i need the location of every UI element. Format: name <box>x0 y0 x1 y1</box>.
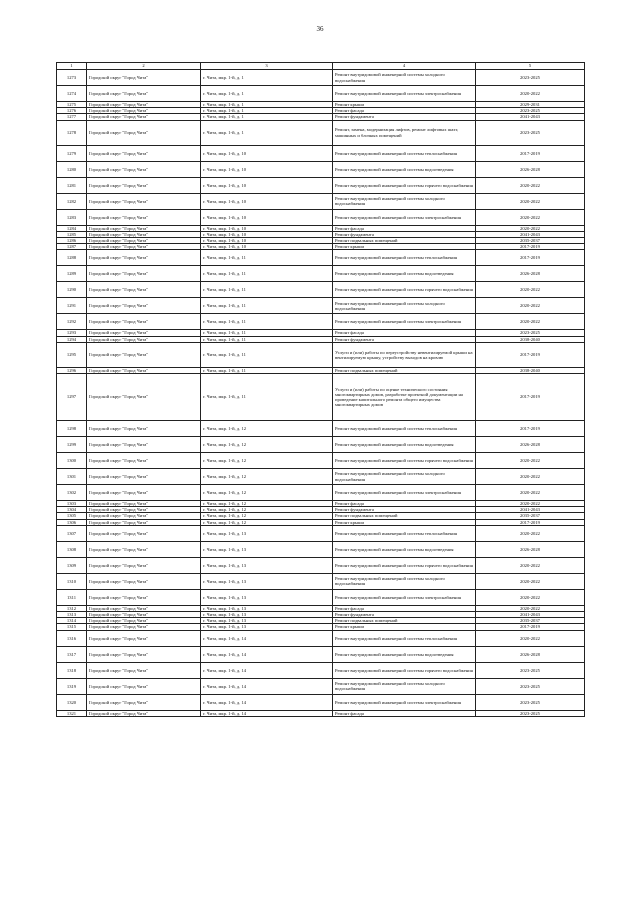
cell-municipality: Городской округ "Город Чита" <box>87 108 201 114</box>
cell-municipality: Городской округ "Город Чита" <box>87 453 201 469</box>
cell-municipality: Городской округ "Город Чита" <box>87 225 201 231</box>
cell-number: 1294 <box>57 336 87 342</box>
cell-work-type: Ремонт внутридомовой инженерной системы водоотведения <box>333 437 476 453</box>
table-row <box>57 630 585 646</box>
cell-work-type: Ремонт внутридомовой инженерной системы теплоснабжения <box>333 250 476 266</box>
cell-address: г. Чита, мкр. 1-й, д. 1 <box>201 108 333 114</box>
cell-municipality: Городской округ "Город Чита" <box>87 250 201 266</box>
cell-number: 1278 <box>57 120 87 145</box>
cell-address: г. Чита, мкр. 1-й, д. 11 <box>201 336 333 342</box>
cell-address: г. Чита, мкр. 1-й, д. 14 <box>201 710 333 716</box>
cell-work-type: Ремонт фундамента <box>333 507 476 513</box>
table-row <box>57 421 585 437</box>
cell-number: 1280 <box>57 161 87 177</box>
cell-address: г. Чита, мкр. 1-й, д. 12 <box>201 469 333 485</box>
table-header-row <box>57 63 585 70</box>
cell-address: г. Чита, мкр. 1-й, д. 12 <box>201 507 333 513</box>
cell-period: 2017-2019 <box>476 421 585 437</box>
cell-municipality: Городской округ "Город Чита" <box>87 282 201 298</box>
cell-work-type: Ремонт внутридомовой инженерной системы водоотведения <box>333 161 476 177</box>
cell-address: г. Чита, мкр. 1-й, д. 11 <box>201 282 333 298</box>
cell-municipality: Городской округ "Город Чита" <box>87 694 201 710</box>
cell-address: г. Чита, мкр. 1-й, д. 13 <box>201 605 333 611</box>
cell-period: 2023-2025 <box>476 694 585 710</box>
cell-address: г. Чита, мкр. 1-й, д. 11 <box>201 342 333 367</box>
column-header-municipality: 2 <box>87 63 201 70</box>
cell-number: 1291 <box>57 298 87 314</box>
cell-work-type: Ремонт крыши <box>333 102 476 108</box>
cell-address: г. Чита, мкр. 1-й, д. 10 <box>201 209 333 225</box>
cell-period: 2038-2040 <box>476 367 585 373</box>
cell-address: г. Чита, мкр. 1-й, д. 10 <box>201 231 333 237</box>
cell-municipality: Городской округ "Город Чита" <box>87 145 201 161</box>
cell-address: г. Чита, мкр. 1-й, д. 12 <box>201 501 333 507</box>
cell-work-type: Ремонт подвальных помещений <box>333 238 476 244</box>
cell-period: 2041-2043 <box>476 612 585 618</box>
cell-work-type: Ремонт внутридомовой инженерной системы холодного водоснабжения <box>333 678 476 694</box>
cell-municipality: Городской округ "Город Чита" <box>87 314 201 330</box>
cell-work-type: Ремонт фасада <box>333 710 476 716</box>
cell-address: г. Чита, мкр. 1-й, д. 14 <box>201 630 333 646</box>
cell-work-type: Ремонт внутридомовой инженерной системы горячего водоснабжения <box>333 177 476 193</box>
cell-period: 2041-2043 <box>476 507 585 513</box>
cell-municipality: Городской округ "Город Чита" <box>87 710 201 716</box>
cell-work-type: Ремонт фасада <box>333 225 476 231</box>
cell-address: г. Чита, мкр. 1-й, д. 10 <box>201 145 333 161</box>
cell-municipality: Городской округ "Город Чита" <box>87 662 201 678</box>
cell-municipality: Городской округ "Город Чита" <box>87 573 201 589</box>
cell-work-type: Ремонт фасада <box>333 605 476 611</box>
cell-work-type: Ремонт фасада <box>333 501 476 507</box>
cell-address: г. Чита, мкр. 1-й, д. 14 <box>201 678 333 694</box>
cell-period: 2023-2025 <box>476 108 585 114</box>
table-row <box>57 662 585 678</box>
cell-municipality: Городской округ "Город Чита" <box>87 298 201 314</box>
cell-municipality: Городской округ "Город Чита" <box>87 624 201 630</box>
cell-municipality: Городской округ "Город Чита" <box>87 266 201 282</box>
cell-address: г. Чита, мкр. 1-й, д. 13 <box>201 573 333 589</box>
cell-work-type: Ремонт внутридомовой инженерной системы горячего водоснабжения <box>333 282 476 298</box>
cell-number: 1284 <box>57 225 87 231</box>
column-header-address: 3 <box>201 63 333 70</box>
cell-municipality: Городской округ "Город Чита" <box>87 421 201 437</box>
cell-work-type: Услуги и (или) работы по оценке технического состояния многоквартирных домов, разработке проектной документации на проведение капитального ремонта общего имущества многоквартирных домов <box>333 374 476 421</box>
cell-period: 2023-2025 <box>476 662 585 678</box>
cell-period: 2020-2022 <box>476 282 585 298</box>
cell-number: 1279 <box>57 145 87 161</box>
cell-address: г. Чита, мкр. 1-й, д. 10 <box>201 177 333 193</box>
cell-address: г. Чита, мкр. 1-й, д. 1 <box>201 102 333 108</box>
cell-period: 2020-2022 <box>476 525 585 541</box>
cell-period: 2029-2031 <box>476 102 585 108</box>
cell-period: 2020-2022 <box>476 605 585 611</box>
table-row <box>57 694 585 710</box>
cell-address: г. Чита, мкр. 1-й, д. 11 <box>201 330 333 336</box>
page-number: 36 <box>316 25 324 33</box>
cell-municipality: Городской округ "Город Чита" <box>87 102 201 108</box>
cell-number: 1312 <box>57 605 87 611</box>
cell-municipality: Городской округ "Город Чита" <box>87 336 201 342</box>
cell-period: 2026-2028 <box>476 161 585 177</box>
cell-work-type: Услуги и (или) работы по переустройству невентилируемой крыши на вентилируемую крышу, устройству выходов на кровлю <box>333 342 476 367</box>
cell-period: 2020-2022 <box>476 225 585 231</box>
table-row <box>57 541 585 557</box>
table-row <box>57 678 585 694</box>
cell-municipality: Городской округ "Город Чита" <box>87 437 201 453</box>
cell-municipality: Городской округ "Город Чита" <box>87 86 201 102</box>
cell-work-type: Ремонт внутридомовой инженерной системы теплоснабжения <box>333 421 476 437</box>
cell-number: 1304 <box>57 507 87 513</box>
cell-number: 1282 <box>57 193 87 209</box>
cell-number: 1293 <box>57 330 87 336</box>
cell-number: 1277 <box>57 114 87 120</box>
cell-period: 2023-2025 <box>476 678 585 694</box>
table-row <box>57 573 585 589</box>
cell-period: 2035-2037 <box>476 238 585 244</box>
cell-address: г. Чита, мкр. 1-й, д. 11 <box>201 266 333 282</box>
column-header-period: 5 <box>476 63 585 70</box>
cell-municipality: Городской округ "Город Чита" <box>87 330 201 336</box>
cell-address: г. Чита, мкр. 1-й, д. 10 <box>201 244 333 250</box>
cell-work-type: Ремонт внутридомовой инженерной системы водоотведения <box>333 646 476 662</box>
cell-number: 1314 <box>57 618 87 624</box>
cell-period: 2035-2037 <box>476 618 585 624</box>
cell-number: 1298 <box>57 421 87 437</box>
cell-work-type: Ремонт фасада <box>333 330 476 336</box>
cell-municipality: Городской округ "Город Чита" <box>87 209 201 225</box>
cell-period: 2020-2022 <box>476 469 585 485</box>
cell-period: 2020-2022 <box>476 453 585 469</box>
cell-municipality: Городской округ "Город Чита" <box>87 70 201 86</box>
cell-work-type: Ремонт внутридомовой инженерной системы водоотведения <box>333 541 476 557</box>
cell-address: г. Чита, мкр. 1-й, д. 1 <box>201 70 333 86</box>
cell-municipality: Городской округ "Город Чита" <box>87 501 201 507</box>
cell-number: 1310 <box>57 573 87 589</box>
cell-address: г. Чита, мкр. 1-й, д. 12 <box>201 485 333 501</box>
cell-work-type: Ремонт подвальных помещений <box>333 513 476 519</box>
cell-address: г. Чита, мкр. 1-й, д. 14 <box>201 646 333 662</box>
cell-number: 1321 <box>57 710 87 716</box>
cell-number: 1295 <box>57 342 87 367</box>
cell-work-type: Ремонт крыши <box>333 624 476 630</box>
cell-municipality: Городской округ "Город Чита" <box>87 612 201 618</box>
cell-period: 2020-2022 <box>476 501 585 507</box>
table-row <box>57 469 585 485</box>
cell-work-type: Ремонт внутридомовой инженерной системы электроснабжения <box>333 589 476 605</box>
cell-number: 1320 <box>57 694 87 710</box>
cell-work-type: Ремонт фундамента <box>333 231 476 237</box>
cell-number: 1306 <box>57 519 87 525</box>
cell-address: г. Чита, мкр. 1-й, д. 13 <box>201 525 333 541</box>
cell-number: 1287 <box>57 244 87 250</box>
cell-period: 2023-2025 <box>476 330 585 336</box>
cell-municipality: Городской округ "Город Чита" <box>87 114 201 120</box>
table-row <box>57 710 585 716</box>
table-row <box>57 314 585 330</box>
table-row <box>57 374 585 421</box>
cell-number: 1288 <box>57 250 87 266</box>
cell-municipality: Городской округ "Город Чита" <box>87 244 201 250</box>
cell-period: 2020-2022 <box>476 630 585 646</box>
cell-number: 1296 <box>57 367 87 373</box>
cell-period: 2020-2022 <box>476 485 585 501</box>
cell-period: 2026-2028 <box>476 646 585 662</box>
cell-period: 2017-2019 <box>476 250 585 266</box>
table-row <box>57 177 585 193</box>
cell-address: г. Чита, мкр. 1-й, д. 13 <box>201 624 333 630</box>
table-row <box>57 250 585 266</box>
table-row <box>57 120 585 145</box>
cell-address: г. Чита, мкр. 1-й, д. 11 <box>201 298 333 314</box>
cell-municipality: Городской округ "Город Чита" <box>87 618 201 624</box>
cell-number: 1289 <box>57 266 87 282</box>
cell-number: 1307 <box>57 525 87 541</box>
cell-number: 1305 <box>57 513 87 519</box>
cell-number: 1283 <box>57 209 87 225</box>
cell-period: 2020-2022 <box>476 557 585 573</box>
cell-work-type: Ремонт фундамента <box>333 114 476 120</box>
cell-address: г. Чита, мкр. 1-й, д. 13 <box>201 612 333 618</box>
cell-address: г. Чита, мкр. 1-й, д. 11 <box>201 314 333 330</box>
cell-period: 2020-2022 <box>476 193 585 209</box>
cell-number: 1290 <box>57 282 87 298</box>
cell-address: г. Чита, мкр. 1-й, д. 13 <box>201 541 333 557</box>
cell-number: 1301 <box>57 469 87 485</box>
cell-number: 1274 <box>57 86 87 102</box>
table-row <box>57 485 585 501</box>
cell-number: 1276 <box>57 108 87 114</box>
cell-municipality: Городской округ "Город Чита" <box>87 238 201 244</box>
cell-period: 2017-2019 <box>476 342 585 367</box>
cell-number: 1303 <box>57 501 87 507</box>
cell-municipality: Городской округ "Город Чита" <box>87 589 201 605</box>
cell-period: 2017-2019 <box>476 145 585 161</box>
cell-number: 1315 <box>57 624 87 630</box>
cell-address: г. Чита, мкр. 1-й, д. 12 <box>201 437 333 453</box>
cell-number: 1308 <box>57 541 87 557</box>
cell-period: 2026-2028 <box>476 266 585 282</box>
table-row <box>57 193 585 209</box>
cell-period: 2020-2022 <box>476 209 585 225</box>
cell-municipality: Городской округ "Город Чита" <box>87 177 201 193</box>
cell-municipality: Городской округ "Город Чита" <box>87 161 201 177</box>
cell-municipality: Городской округ "Город Чита" <box>87 525 201 541</box>
cell-number: 1309 <box>57 557 87 573</box>
table-row <box>57 298 585 314</box>
table-row <box>57 161 585 177</box>
cell-work-type: Ремонт внутридомовой инженерной системы горячего водоснабжения <box>333 662 476 678</box>
cell-number: 1311 <box>57 589 87 605</box>
table-row <box>57 589 585 605</box>
cell-period: 2023-2025 <box>476 120 585 145</box>
cell-municipality: Городской округ "Город Чита" <box>87 507 201 513</box>
cell-work-type: Ремонт внутридомовой инженерной системы электроснабжения <box>333 485 476 501</box>
table-row <box>57 145 585 161</box>
cell-address: г. Чита, мкр. 1-й, д. 12 <box>201 421 333 437</box>
cell-period: 2017-2019 <box>476 244 585 250</box>
cell-address: г. Чита, мкр. 1-й, д. 10 <box>201 225 333 231</box>
cell-work-type: Ремонт фасада <box>333 108 476 114</box>
cell-address: г. Чита, мкр. 1-й, д. 1 <box>201 120 333 145</box>
cell-municipality: Городской округ "Город Чита" <box>87 541 201 557</box>
cell-work-type: Ремонт, замена, модернизация лифтов, ремонт лифтовых шахт, машинных и блочных помещений <box>333 120 476 145</box>
cell-number: 1302 <box>57 485 87 501</box>
cell-work-type: Ремонт внутридомовой инженерной системы водоотведения <box>333 266 476 282</box>
cell-number: 1299 <box>57 437 87 453</box>
cell-number: 1317 <box>57 646 87 662</box>
cell-work-type: Ремонт внутридомовой инженерной системы горячего водоснабжения <box>333 557 476 573</box>
cell-number: 1273 <box>57 70 87 86</box>
cell-work-type: Ремонт фундамента <box>333 336 476 342</box>
cell-number: 1281 <box>57 177 87 193</box>
cell-period: 2020-2022 <box>476 86 585 102</box>
cell-period: 2041-2043 <box>476 114 585 120</box>
cell-address: г. Чита, мкр. 1-й, д. 12 <box>201 519 333 525</box>
column-header-work: 4 <box>333 63 476 70</box>
cell-municipality: Городской округ "Город Чита" <box>87 342 201 367</box>
cell-municipality: Городской округ "Город Чита" <box>87 120 201 145</box>
cell-work-type: Ремонт фундамента <box>333 612 476 618</box>
cell-work-type: Ремонт внутридомовой инженерной системы горячего водоснабжения <box>333 453 476 469</box>
cell-work-type: Ремонт подвальных помещений <box>333 618 476 624</box>
cell-number: 1275 <box>57 102 87 108</box>
cell-address: г. Чита, мкр. 1-й, д. 13 <box>201 557 333 573</box>
cell-address: г. Чита, мкр. 1-й, д. 11 <box>201 374 333 421</box>
cell-address: г. Чита, мкр. 1-й, д. 1 <box>201 86 333 102</box>
column-header-number: 1 <box>57 63 87 70</box>
cell-work-type: Ремонт внутридомовой инженерной системы электроснабжения <box>333 694 476 710</box>
cell-number: 1297 <box>57 374 87 421</box>
cell-municipality: Городской округ "Город Чита" <box>87 557 201 573</box>
cell-municipality: Городской округ "Город Чита" <box>87 469 201 485</box>
cell-period: 2020-2022 <box>476 573 585 589</box>
cell-work-type: Ремонт внутридомовой инженерной системы электроснабжения <box>333 209 476 225</box>
cell-period: 2017-2019 <box>476 519 585 525</box>
cell-municipality: Городской округ "Город Чита" <box>87 605 201 611</box>
cell-work-type: Ремонт внутридомовой инженерной системы холодного водоснабжения <box>333 298 476 314</box>
cell-number: 1300 <box>57 453 87 469</box>
cell-address: г. Чита, мкр. 1-й, д. 10 <box>201 161 333 177</box>
cell-municipality: Городской округ "Город Чита" <box>87 374 201 421</box>
cell-period: 2020-2022 <box>476 298 585 314</box>
table-row <box>57 453 585 469</box>
cell-work-type: Ремонт внутридомовой инженерной системы холодного водоснабжения <box>333 70 476 86</box>
cell-period: 2023-2025 <box>476 70 585 86</box>
cell-number: 1286 <box>57 238 87 244</box>
cell-period: 2020-2022 <box>476 177 585 193</box>
cell-period: 2041-2043 <box>476 231 585 237</box>
cell-work-type: Ремонт внутридомовой инженерной системы холодного водоснабжения <box>333 469 476 485</box>
cell-municipality: Городской округ "Город Чита" <box>87 231 201 237</box>
cell-address: г. Чита, мкр. 1-й, д. 10 <box>201 193 333 209</box>
cell-address: г. Чита, мкр. 1-й, д. 12 <box>201 453 333 469</box>
cell-work-type: Ремонт внутридомовой инженерной системы холодного водоснабжения <box>333 193 476 209</box>
cell-municipality: Городской округ "Город Чита" <box>87 193 201 209</box>
cell-address: г. Чита, мкр. 1-й, д. 10 <box>201 238 333 244</box>
cell-period: 2026-2028 <box>476 541 585 557</box>
table-row <box>57 282 585 298</box>
cell-number: 1319 <box>57 678 87 694</box>
cell-work-type: Ремонт внутридомовой инженерной системы электроснабжения <box>333 86 476 102</box>
cell-period: 2020-2022 <box>476 589 585 605</box>
cell-period: 2017-2019 <box>476 624 585 630</box>
cell-period: 2020-2022 <box>476 314 585 330</box>
cell-address: г. Чита, мкр. 1-й, д. 14 <box>201 662 333 678</box>
cell-number: 1292 <box>57 314 87 330</box>
cell-work-type: Ремонт внутридомовой инженерной системы холодного водоснабжения <box>333 573 476 589</box>
cell-number: 1313 <box>57 612 87 618</box>
table-row <box>57 266 585 282</box>
table-row <box>57 70 585 86</box>
table-row <box>57 525 585 541</box>
cell-work-type: Ремонт подвальных помещений <box>333 367 476 373</box>
table-row <box>57 557 585 573</box>
table-row <box>57 86 585 102</box>
cell-work-type: Ремонт внутридомовой инженерной системы теплоснабжения <box>333 630 476 646</box>
cell-municipality: Городской округ "Город Чита" <box>87 367 201 373</box>
cell-period: 2035-2037 <box>476 513 585 519</box>
cell-period: 2026-2028 <box>476 437 585 453</box>
cell-work-type: Ремонт внутридомовой инженерной системы теплоснабжения <box>333 145 476 161</box>
cell-address: г. Чита, мкр. 1-й, д. 12 <box>201 513 333 519</box>
table-row <box>57 209 585 225</box>
table-row <box>57 342 585 367</box>
cell-period: 2038-2040 <box>476 336 585 342</box>
cell-number: 1316 <box>57 630 87 646</box>
cell-period: 2017-2019 <box>476 374 585 421</box>
cell-address: г. Чита, мкр. 1-й, д. 13 <box>201 618 333 624</box>
cell-work-type: Ремонт внутридомовой инженерной системы электроснабжения <box>333 314 476 330</box>
cell-municipality: Городской округ "Город Чита" <box>87 513 201 519</box>
cell-work-type: Ремонт крыши <box>333 244 476 250</box>
cell-municipality: Городской округ "Город Чита" <box>87 678 201 694</box>
table-row <box>57 437 585 453</box>
cell-address: г. Чита, мкр. 1-й, д. 11 <box>201 250 333 266</box>
cell-address: г. Чита, мкр. 1-й, д. 1 <box>201 114 333 120</box>
cell-address: г. Чита, мкр. 1-й, д. 13 <box>201 589 333 605</box>
cell-address: г. Чита, мкр. 1-й, д. 11 <box>201 367 333 373</box>
cell-address: г. Чита, мкр. 1-й, д. 14 <box>201 694 333 710</box>
capital-repair-table <box>56 62 585 717</box>
cell-municipality: Городской округ "Город Чита" <box>87 630 201 646</box>
cell-municipality: Городской округ "Город Чита" <box>87 646 201 662</box>
cell-work-type: Ремонт внутридомовой инженерной системы теплоснабжения <box>333 525 476 541</box>
cell-number: 1318 <box>57 662 87 678</box>
table-row <box>57 646 585 662</box>
cell-work-type: Ремонт крыши <box>333 519 476 525</box>
cell-number: 1285 <box>57 231 87 237</box>
cell-municipality: Городской округ "Город Чита" <box>87 519 201 525</box>
cell-municipality: Городской округ "Город Чита" <box>87 485 201 501</box>
cell-period: 2023-2025 <box>476 710 585 716</box>
